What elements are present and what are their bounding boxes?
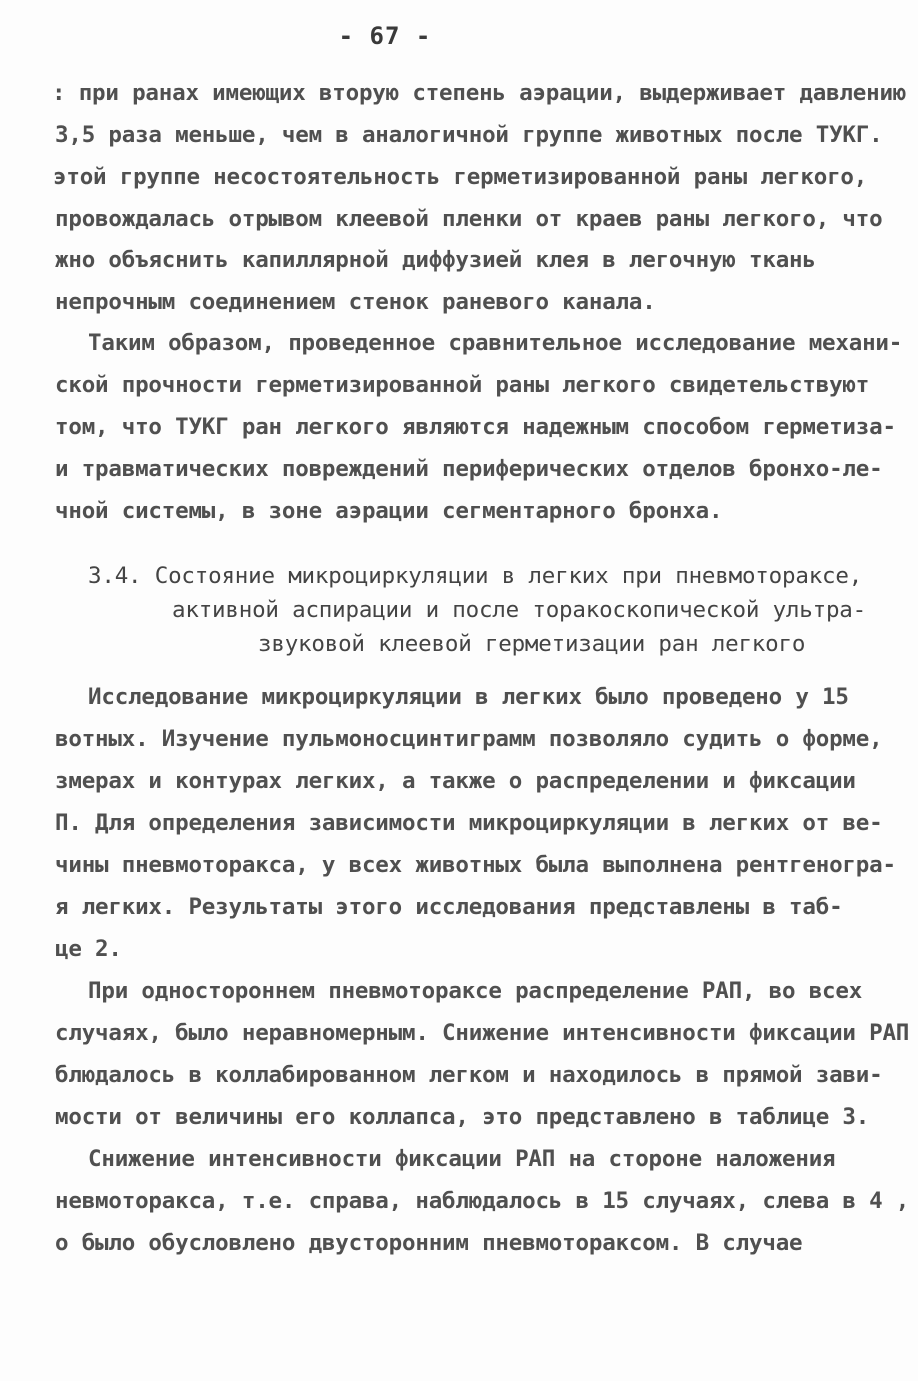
text-line: Снижение интенсивности фиксации РАП на стороне наложения <box>88 1146 836 1172</box>
text-line: жно объяснить капиллярной диффузией клея в легочную ткань <box>55 247 816 273</box>
text-line: ской прочности герметизированной раны легкого свидетельствуют <box>55 372 870 398</box>
text-line: провождалась отрывом клеевой пленки от краев раны легкого, что <box>55 206 883 232</box>
text-line: змерах и контурах легких, а также о распределении и фиксации <box>55 768 856 794</box>
text-line: о было обусловлено двусторонним пневмотораксом. В случае <box>55 1230 803 1256</box>
text-line: блюдалось в коллабированном легком и находилось в прямой зави- <box>55 1062 883 1088</box>
text-line: чной системы, в зоне аэрации сегментарного бронха. <box>55 498 723 524</box>
text-line: вотных. Изучение пульмоносцинтиграмм позволяло судить о форме, <box>55 726 883 752</box>
text-line: : при ранах имеющих вторую степень аэрации, выдерживает давлению <box>52 80 907 106</box>
text-line: П. Для определения зависимости микроциркуляции в легких от ве- <box>55 810 883 836</box>
text-line: я легких. Результаты этого исследования представлены в таб- <box>55 894 843 920</box>
text-line: Исследование микроциркуляции в легких было проведено у 15 <box>88 684 849 710</box>
text-line: Таким образом, проведенное сравнительное исследование механи- <box>88 330 903 356</box>
text-line: случаях, было неравномерным. Снижение интенсивности фиксации РАП <box>55 1020 910 1046</box>
text-line: 3,5 раза меньше, чем в аналогичной группе животных после ТУКГ. <box>55 122 883 148</box>
text-line: и травматических повреждений периферических отделов бронхо-ле- <box>55 456 883 482</box>
text-line: том, что ТУКГ ран легкого являются надежным способом герметиза- <box>55 414 896 440</box>
section-heading-line: звуковой клеевой герметизации ран легкого <box>258 631 806 657</box>
page-number: - 67 - <box>338 22 432 50</box>
section-heading-line: активной аспирации и после торакоскопической ультра- <box>172 597 866 623</box>
text-line: це 2. <box>55 936 122 962</box>
text-line: мости от величины его коллапса, это представлено в таблице 3. <box>55 1104 870 1130</box>
text-line: При одностороннем пневмотораксе распределение РАП, во всех <box>88 978 863 1004</box>
text-line: этой группе несостоятельность герметизированной раны легкого, <box>53 164 868 190</box>
text-line: невмоторакса, т.е. справа, наблюдалось в 15 случаях, слева в 4 , <box>55 1188 910 1214</box>
text-line: чины пневмоторакса, у всех животных была выполнена рентгеногра- <box>55 852 896 878</box>
section-heading-line: 3.4. Состояние микроциркуляции в легких при пневмотораксе, <box>88 563 863 589</box>
text-line: непрочным соединением стенок раневого канала. <box>55 289 656 315</box>
